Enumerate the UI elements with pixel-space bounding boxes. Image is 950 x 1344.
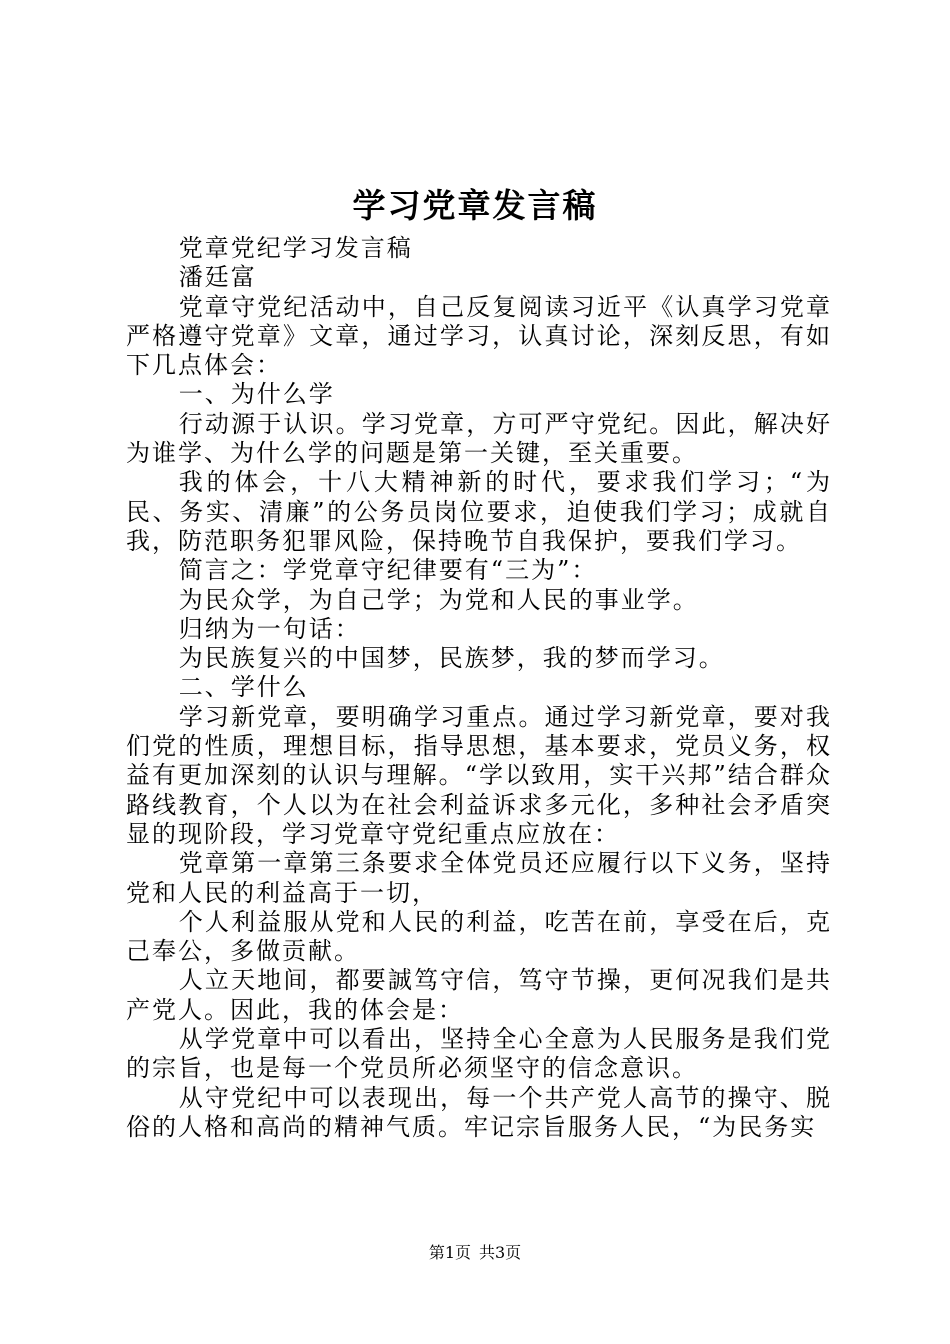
body-paragraph: 个人利益服从党和人民的利益，吃苦在前，享受在后，克己奉公，多做贡献。 [126,907,832,966]
body-paragraph: 学习新党章，要明确学习重点。通过学习新党章，要对我们党的性质，理想目标，指导思想，基本要求，党员义务，权益有更加深刻的认识与理解。“学以致用，实干兴邦”结合群众路线教育，个人以为在社会利益诉求多元化，多种社会矛盾突显的现阶段，学习党章守党纪重点应放在： [126,702,832,848]
section-heading: 一、为什么学 [178,380,335,409]
document-body [126,234,832,1142]
body-paragraph: 党章守党纪活动中，自己反复阅读习近平《认真学习党章严格遵守党章》文章，通过学习，认真讨论，深刻反思，有如下几点体会： [126,292,832,380]
page-total: 共3页 [479,1243,522,1262]
body-paragraph: 党章第一章第三条要求全体党员还应履行以下义务，坚持党和人民的利益高于一切， [126,849,832,907]
section-heading: 二、学什么 [178,673,309,702]
body-paragraph: 行动源于认识。学习党章，方可严守党纪。因此，解决好为谁学、为什么学的问题是第一关键，至关重要。 [126,409,832,468]
page-number: 第1页 [428,1243,471,1262]
body-paragraph: 我的体会，十八大精神新的时代，要求我们学习；“为民、务实、清廉”的公务员岗位要求，迫使我们学习；成就自我，防范职务犯罪风险，保持晚节自我保护，要我们学习。 [126,468,832,555]
page-footer [0,1243,950,1263]
body-paragraph: 从守党纪中可以表现出，每一个共产党人高节的操守、脱俗的人格和高尚的精神气质。牢记宗旨服务人民，“为民务实 [126,1083,832,1141]
body-paragraph: 简言之：学党章守纪律要有“三为”： [178,556,598,585]
body-paragraph: 人立天地间，都要誠笃守信，笃守节操，更何况我们是共产党人。因此，我的体会是： [126,966,832,1024]
document-title: 学习党章发言稿 [352,186,598,225]
body-paragraph: 为民族复兴的中国梦，民族梦，我的梦而学习。 [178,644,725,673]
subtitle-paragraph: 党章党纪学习发言稿 [178,234,413,262]
body-paragraph: 从学党章中可以看出，坚持全心全意为人民服务是我们党的宗旨，也是每一个党员所必须坚守的信念意识。 [126,1025,832,1083]
body-paragraph: 归纳为一句话： [178,614,361,643]
body-paragraph: 为民众学，为自己学；为党和人民的事业学。 [178,585,699,614]
author-paragraph: 潘廷富 [178,263,257,292]
